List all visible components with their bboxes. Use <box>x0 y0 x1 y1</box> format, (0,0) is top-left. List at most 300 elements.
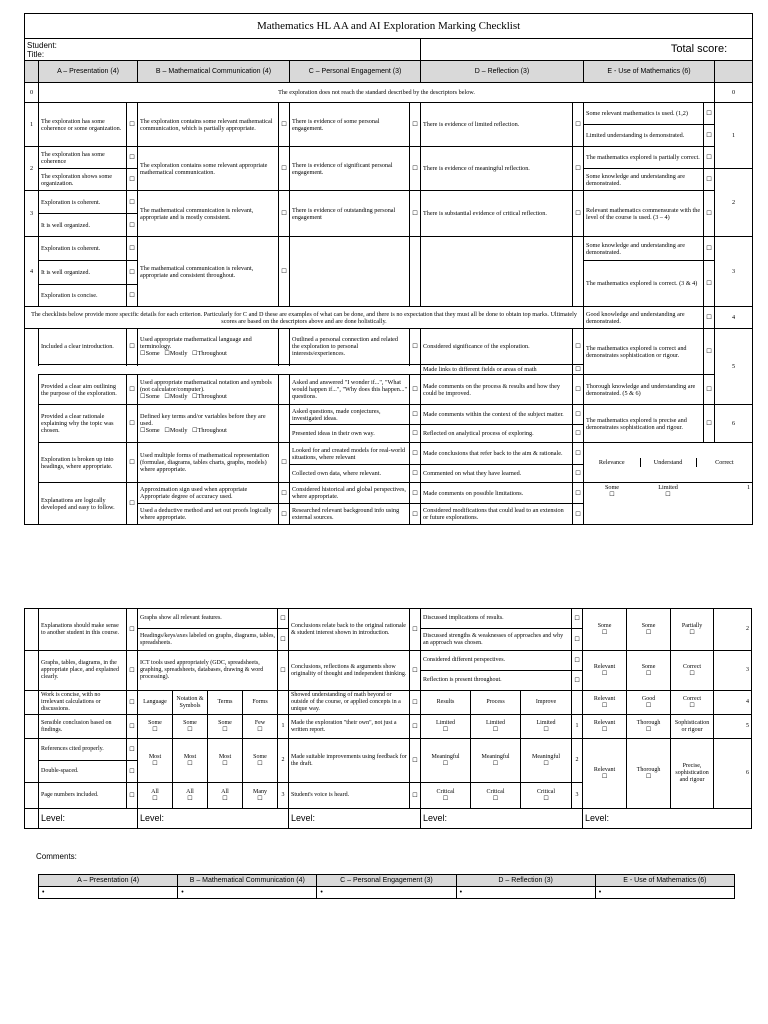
checkbox[interactable]: ☐ <box>192 350 198 357</box>
b-scale: All <box>186 788 194 795</box>
checkbox[interactable]: ☐ <box>127 147 138 169</box>
comments-cell-d[interactable]: • <box>456 887 595 899</box>
b-scale: All <box>221 788 229 795</box>
checkbox[interactable]: ☐ <box>543 726 549 733</box>
d-score: 1 <box>572 715 583 739</box>
comments-cell-c[interactable]: • <box>317 887 456 899</box>
e-scale: Relevant <box>593 695 616 702</box>
comments-cell-a[interactable]: • <box>39 887 178 899</box>
p2-c-item: Showed understanding of math beyond or outside of the course, or applied concepts in a unique way. <box>289 691 410 715</box>
criterion-e-header: E - Use of Mathematics (6) <box>584 61 715 83</box>
checkbox[interactable]: ☐ <box>492 726 499 733</box>
e-score: 5 <box>714 715 752 739</box>
comments-label: Comments: <box>36 852 77 861</box>
d-scale: Critical <box>537 788 556 795</box>
checkbox[interactable]: ☐ <box>279 191 290 237</box>
checkbox[interactable]: ☐ <box>127 739 138 761</box>
checklist-note: The checklists below provide more specific details for each criterion. Particularly for C and D these are examples of what can be done, and there is no expectation that they must all be done to obtain top marks. Ultimately scores are based on the descriptors above and are done holistically. <box>25 307 584 329</box>
checklist-a-item: Exploration is broken up into headings, where appropriate. <box>39 443 127 483</box>
checkbox[interactable]: ☐ <box>704 147 715 169</box>
descriptor-e2a: The mathematics explored is partially correct. <box>584 147 704 169</box>
checklist-d-item: Considered modifications that could lead to an extension or future explorations. <box>421 504 573 525</box>
checklist-c-item: Outlined a personal connection and related the exploration to personal interests/experiences. <box>290 329 410 365</box>
checkbox[interactable]: ☐ <box>278 651 289 691</box>
checkbox[interactable]: ☐ <box>572 651 583 671</box>
checkbox[interactable]: ☐ <box>187 795 193 802</box>
e-scale: Sophistication or rigour <box>671 715 714 739</box>
e-score: 4 <box>714 691 752 715</box>
title-label: Title: <box>27 49 45 59</box>
option-throughout: Throughout <box>197 393 227 400</box>
option-throughout: Throughout <box>197 350 227 357</box>
checkbox[interactable]: ☐ <box>127 761 138 783</box>
level-zero-text: The exploration does not reach the standard described by the descriptors below. <box>39 83 715 103</box>
checkbox[interactable]: ☐ <box>645 773 652 780</box>
checkbox[interactable]: ☐ <box>278 609 289 629</box>
checkbox[interactable]: ☐ <box>140 350 146 357</box>
checkbox[interactable]: ☐ <box>127 715 138 739</box>
descriptor-a3b: It is well organized. <box>39 214 127 237</box>
e-extra-r6: The mathematics explored is precise and demonstrates sophistication and rigour. <box>584 405 704 443</box>
checklist-b-item: Used appropriate mathematical language and terminology. <box>140 336 252 350</box>
descriptor-a4c: Exploration is concise. <box>39 285 127 307</box>
checklist-b-item: Used a deductive method and set out proofs logically where appropriate. <box>138 504 279 525</box>
descriptor-b2: The exploration contains some relevant appropriate mathematical communication. <box>138 147 279 191</box>
p2-a-item: Explanations should make sense to another student in this course. <box>39 609 127 651</box>
comments-header-c: C – Personal Engagement (3) <box>317 875 456 887</box>
marking-checklist-table-continued <box>24 608 752 829</box>
checkbox[interactable]: ☐ <box>704 103 715 125</box>
checkbox[interactable]: ☐ <box>573 191 584 237</box>
checkbox[interactable]: ☐ <box>573 483 584 504</box>
checkbox[interactable]: ☐ <box>192 393 198 400</box>
b-scale: Some <box>148 719 162 726</box>
b-scale-header: Language <box>138 691 173 715</box>
checklist-a-item: Provided a clear rationale explaining why the topic was chosen. <box>39 405 127 443</box>
checkbox[interactable]: ☐ <box>152 726 158 733</box>
checkbox[interactable]: ☐ <box>689 629 695 636</box>
checkbox[interactable]: ☐ <box>127 237 138 261</box>
checkbox[interactable]: ☐ <box>222 726 228 733</box>
checkbox[interactable]: ☐ <box>279 147 290 191</box>
level-number: 2 <box>25 147 39 191</box>
level-number: 5 <box>715 329 753 405</box>
e-scale: Relevant <box>593 766 616 773</box>
checkbox[interactable]: ☐ <box>704 329 715 375</box>
checkbox[interactable]: ☐ <box>573 443 584 465</box>
b-score: 2 <box>278 739 289 783</box>
d-scale: Limited <box>536 719 556 726</box>
checkbox[interactable]: ☐ <box>410 103 421 147</box>
checkbox[interactable]: ☐ <box>127 443 138 483</box>
e-scale: Some <box>597 622 612 629</box>
checkbox[interactable]: ☐ <box>410 443 421 465</box>
descriptor-e1a: Some relevant mathematics is used. (1,2) <box>584 103 704 125</box>
checklist-c-item: Collected own data, where relevant. <box>290 465 410 483</box>
checkbox[interactable]: ☐ <box>704 375 715 405</box>
b-scale: Most <box>218 753 232 760</box>
checklist-c-item: Asked questions, made conjectures, investigated ideas. <box>290 405 410 425</box>
checkbox[interactable]: ☐ <box>572 671 583 691</box>
e-scale: Relevant <box>593 663 616 670</box>
b-scale-header: Terms <box>208 691 243 715</box>
e-scale: Some <box>641 622 656 629</box>
d-scale-header: Results <box>421 691 471 715</box>
checklist-b-item: Used appropriate mathematical notation and symbols (not calculator/computer). <box>140 379 272 393</box>
option-some: Some <box>145 350 160 357</box>
d-scale: Critical <box>486 788 505 795</box>
b-scale: Most <box>183 753 197 760</box>
p2-c-item: Student's voice is heard. <box>289 783 410 809</box>
checkbox[interactable]: ☐ <box>601 726 608 733</box>
p2-c-item: Conclusions, reflections & arguments show originality of thought and independent thinking. <box>289 651 410 691</box>
descriptor-a1: The exploration has some coherence or some organization. <box>39 103 127 147</box>
criterion-d-header: D – Reflection (3) <box>421 61 584 83</box>
e-header-understand: Understand <box>640 458 696 467</box>
checklist-c-item: Presented ideas in their own way. <box>290 425 410 443</box>
p2-a-item: Sensible conclusion based on findings. <box>39 715 127 739</box>
checkbox[interactable]: ☐ <box>645 702 652 709</box>
e-score-one: 1 <box>747 484 751 491</box>
checkbox[interactable]: ☐ <box>152 795 158 802</box>
e-scale: Relevant <box>593 719 616 726</box>
checkbox[interactable]: ☐ <box>187 726 193 733</box>
checklist-d-item: Made links to different fields or areas of math <box>421 365 573 375</box>
p2-c-item: Made the exploration "their own", not just a written report. <box>289 715 410 739</box>
checklist-c-item: Asked and answered "I wonder if...", "What would happen if...", "Why does this happen..." questions. <box>290 375 410 405</box>
descriptor-b4: The mathematical communication is relevant, appropriate and consistent throughout. <box>138 237 279 307</box>
checkbox[interactable]: ☐ <box>704 191 715 237</box>
checkbox[interactable]: ☐ <box>127 261 138 285</box>
descriptor-b3: The mathematical communication is relevant, appropriate and is mostly consistent. <box>138 191 279 237</box>
option-mostly: Mostly <box>169 427 188 434</box>
comments-header-d: D – Reflection (3) <box>456 875 595 887</box>
checkbox[interactable]: ☐ <box>410 375 421 405</box>
checkbox[interactable]: ☐ <box>410 715 421 739</box>
criterion-b-header: B – Mathematical Communication (4) <box>138 61 290 83</box>
checkbox[interactable]: ☐ <box>127 691 138 715</box>
checkbox[interactable]: ☐ <box>601 629 608 636</box>
d-scale: Meaningful <box>481 753 510 760</box>
checkbox[interactable]: ☐ <box>410 651 421 691</box>
checklist-b-item: Approximation sign used when appropriate Appropriate degree of accuracy used. <box>138 483 279 504</box>
checkbox[interactable]: ☐ <box>442 760 449 767</box>
descriptor-c2: There is evidence of significant personal engagement. <box>290 147 410 191</box>
e-scale: Correct <box>683 695 702 702</box>
checkbox[interactable]: ☐ <box>645 629 652 636</box>
descriptor-d1: There is evidence of limited reflection. <box>421 103 573 147</box>
checklist-d-item: Made conclusions that refer back to the aim & rationale. <box>421 443 573 465</box>
checkbox[interactable]: ☐ <box>573 465 584 483</box>
descriptor-e3: Relevant mathematics commensurate with the level of the course is used. (3 – 4) <box>584 191 704 237</box>
level-c: Level: <box>289 809 421 829</box>
checkbox[interactable]: ☐ <box>279 504 290 525</box>
e-score: 2 <box>714 609 752 651</box>
comments-header-b: B – Mathematical Communication (4) <box>178 875 317 887</box>
e-scale: Some <box>641 663 656 670</box>
descriptor-b1: The exploration contains some relevant mathematical communication, which is partially appropriate. <box>138 103 279 147</box>
checkbox[interactable]: ☐ <box>279 443 290 483</box>
checkbox[interactable]: ☐ <box>127 375 138 405</box>
descriptor-a2a: The exploration has some coherence <box>39 147 127 169</box>
p2-c-item: Conclusions relate back to the original rationale & student interest shown in introduction. <box>289 609 410 651</box>
p2-d-item: Reflection is present throughout. <box>421 671 572 691</box>
e-some: Some <box>604 484 620 491</box>
checkbox[interactable]: ☐ <box>704 237 715 261</box>
checkbox[interactable]: ☐ <box>492 795 499 802</box>
p2-d-item: Considered different perspectives. <box>421 651 572 671</box>
checkbox[interactable]: ☐ <box>410 504 421 525</box>
checkbox[interactable]: ☐ <box>573 329 584 365</box>
e-header-relevance: Relevance <box>584 458 640 467</box>
b-scale-header: Forms <box>243 691 278 715</box>
checkbox[interactable]: ☐ <box>127 483 138 525</box>
checkbox[interactable]: ☐ <box>279 237 290 307</box>
option-some: Some <box>145 427 160 434</box>
p2-a-item: References cited properly. <box>39 739 127 761</box>
level-number: 6 <box>715 405 753 443</box>
checkbox[interactable]: ☐ <box>257 726 263 733</box>
p2-a-item: Double-spaced. <box>39 761 127 783</box>
descriptor-c1: There is evidence of some personal engagement. <box>290 103 410 147</box>
descriptor-a2b: The exploration shows some organization. <box>39 169 127 191</box>
d-scale: Limited <box>486 719 505 726</box>
checklist-d-item: Commented on what they have learned. <box>421 465 573 483</box>
checkbox[interactable]: ☐ <box>127 169 138 191</box>
checkbox[interactable]: ☐ <box>410 191 421 237</box>
d-scale: Meaningful <box>431 753 460 760</box>
checklist-c-item: Researched relevant background info using external sources. <box>290 504 410 525</box>
checkbox[interactable]: ☐ <box>257 760 263 767</box>
checkbox[interactable]: ☐ <box>573 504 584 525</box>
e-scale: Partially <box>681 622 703 629</box>
p2-d-item: Discussed strengths & weaknesses of approaches and why an approach was chosen. <box>421 629 572 651</box>
checkbox[interactable]: ☐ <box>704 261 715 307</box>
level-number: 4 <box>715 307 753 329</box>
level-number: 3 <box>715 237 753 307</box>
checkbox[interactable]: ☐ <box>127 609 138 651</box>
checkbox[interactable]: ☐ <box>572 629 583 651</box>
criterion-a-header: A – Presentation (4) <box>39 61 138 83</box>
descriptor-e4a: Some knowledge and understanding are demonstrated. <box>584 237 704 261</box>
checkbox[interactable]: ☐ <box>573 375 584 405</box>
e-extra-r4: Good knowledge and understanding are demonstrated. <box>584 307 704 329</box>
checkbox[interactable]: ☐ <box>442 795 449 802</box>
checkbox[interactable]: ☐ <box>164 427 170 434</box>
option-mostly: Mostly <box>169 350 188 357</box>
checkbox[interactable]: ☐ <box>187 760 193 767</box>
marking-checklist-table <box>24 13 753 525</box>
option-some: Some <box>145 393 160 400</box>
b-score: 3 <box>278 783 289 809</box>
descriptor-c3: There is evidence of outstanding personal engagement <box>290 191 410 237</box>
level-d: Level: <box>421 809 583 829</box>
checkbox[interactable]: ☐ <box>609 491 615 498</box>
descriptor-a4a: Exploration is coherent. <box>39 237 127 261</box>
checklist-d-item: Made comments on possible limitations. <box>421 483 573 504</box>
descriptor-d2: There is evidence of meaningful reflection. <box>421 147 573 191</box>
checkbox[interactable]: ☐ <box>152 760 158 767</box>
checkbox[interactable]: ☐ <box>492 760 499 767</box>
checkbox[interactable]: ☐ <box>689 702 695 709</box>
comments-table <box>38 874 735 899</box>
d-scale: Limited <box>436 719 455 726</box>
b-scale: Most <box>148 753 162 760</box>
page-title: Mathematics HL AA and AI Exploration Marking Checklist <box>25 14 753 39</box>
e-scale: Correct <box>683 663 702 670</box>
checkbox[interactable]: ☐ <box>410 691 421 715</box>
level-a: Level: <box>39 809 138 829</box>
checkbox[interactable]: ☐ <box>704 405 715 443</box>
descriptor-e1b: Limited understanding is demonstrated. <box>584 125 704 147</box>
b-scale: Many <box>253 788 267 795</box>
checkbox[interactable]: ☐ <box>704 307 715 329</box>
checkbox[interactable]: ☐ <box>410 609 421 651</box>
checkbox[interactable]: ☐ <box>410 147 421 191</box>
checkbox[interactable]: ☐ <box>573 103 584 147</box>
checkbox[interactable]: ☐ <box>601 773 608 780</box>
checklist-b-item: Used multiple forms of mathematical representation (formulae, diagrams, tables charts, graphs, models) where appropriate. <box>138 443 279 483</box>
checkbox[interactable]: ☐ <box>410 329 421 365</box>
checkbox[interactable]: ☐ <box>573 147 584 191</box>
checklist-d-item: Made comments within the context of the subject matter. <box>421 405 573 425</box>
e-scale: Precise, sophistication and rigour <box>671 739 714 809</box>
d-score: 3 <box>572 783 583 809</box>
checkbox[interactable]: ☐ <box>127 103 138 147</box>
checkbox[interactable]: ☐ <box>127 191 138 214</box>
checkbox[interactable]: ☐ <box>222 760 228 767</box>
d-scale: Critical <box>436 788 455 795</box>
e-scale: Thorough <box>636 766 661 773</box>
level-number: 1 <box>25 103 39 147</box>
checkbox[interactable]: ☐ <box>543 760 549 767</box>
checkbox[interactable]: ☐ <box>704 125 715 147</box>
checklist-a-item: Included a clear introduction. <box>39 329 127 365</box>
e-extra-r5a: The mathematics explored is correct and demonstrates sophistication or rigour. <box>584 329 704 375</box>
p2-b-item: Headings/keys/axes labeled on graphs, diagrams, tables, spreadsheets. <box>138 629 278 651</box>
checkbox[interactable]: ☐ <box>127 783 138 809</box>
checkbox[interactable]: ☐ <box>410 783 421 809</box>
b-scale: Some <box>253 753 267 760</box>
level-number: 0 <box>715 83 753 103</box>
e-scale: Thorough <box>636 719 661 726</box>
comments-header-a: A – Presentation (4) <box>39 875 178 887</box>
comments-cell-e[interactable]: • <box>595 887 734 899</box>
checkbox[interactable]: ☐ <box>704 169 715 191</box>
checklist-a-item: Explanations are logically developed and easy to follow. <box>39 483 127 525</box>
b-score: 1 <box>278 715 289 739</box>
comments-cell-b[interactable]: • <box>178 887 317 899</box>
checkbox[interactable]: ☐ <box>410 425 421 443</box>
b-scale: All <box>151 788 159 795</box>
level-e: Level: <box>583 809 752 829</box>
student-label: Student: <box>27 40 57 50</box>
checkbox[interactable]: ☐ <box>279 483 290 504</box>
checkbox[interactable]: ☐ <box>164 350 170 357</box>
checkbox[interactable]: ☐ <box>127 405 138 443</box>
checkbox[interactable]: ☐ <box>278 629 289 651</box>
checkbox[interactable]: ☐ <box>442 726 449 733</box>
criterion-c-header: C – Personal Engagement (3) <box>290 61 421 83</box>
checkbox[interactable]: ☐ <box>279 103 290 147</box>
descriptor-e4b: The mathematics explored is correct. (3 & 4) <box>584 261 704 307</box>
checkbox[interactable]: ☐ <box>601 670 608 677</box>
checkbox[interactable]: ☐ <box>140 393 146 400</box>
p2-b-item: ICT tools used appropriately (GDC, spreadsheets, graphing, spreadsheets, databases, drawing & word processing). <box>138 651 278 691</box>
descriptor-e2b: Some knowledge and understanding are demonstrated. <box>584 169 704 191</box>
checkbox[interactable]: ☐ <box>192 427 198 434</box>
e-score: 3 <box>714 651 752 691</box>
p2-d-item: Discussed implications of results. <box>421 609 572 629</box>
e-score: 6 <box>714 739 752 809</box>
checklist-d-item: Considered significance of the exploration. <box>421 329 573 365</box>
checkbox[interactable]: ☐ <box>573 405 584 425</box>
level-number: 2 <box>715 169 753 237</box>
checkbox[interactable]: ☐ <box>127 329 138 365</box>
checkbox[interactable]: ☐ <box>665 491 671 498</box>
p2-b-item: Graphs show all relevant features. <box>138 609 278 629</box>
p2-c-item: Made suitable improvements using feedback for the draft. <box>289 739 410 783</box>
checkbox[interactable]: ☐ <box>127 214 138 237</box>
checkbox[interactable]: ☐ <box>572 609 583 629</box>
checkbox[interactable]: ☐ <box>164 393 170 400</box>
level-number: 3 <box>25 191 39 237</box>
level-number: 4 <box>25 237 39 307</box>
checkbox[interactable]: ☐ <box>410 405 421 425</box>
checklist-d-item: Reflected on analytical process of exploring. <box>421 425 573 443</box>
checkbox[interactable]: ☐ <box>410 483 421 504</box>
checklist-c-item: Considered historical and global perspectives, where appropriate. <box>290 483 410 504</box>
checkbox[interactable]: ☐ <box>543 795 549 802</box>
checkbox[interactable]: ☐ <box>573 365 584 375</box>
checklist-d-item: Made comments on the process & results and how they could be improved. <box>421 375 573 405</box>
checkbox[interactable]: ☐ <box>601 702 608 709</box>
checkbox[interactable]: ☐ <box>127 285 138 307</box>
e-header-correct: Correct <box>715 459 734 466</box>
b-scale-header: Notation & Symbols <box>173 691 208 715</box>
checkbox[interactable]: ☐ <box>257 795 263 802</box>
option-throughout: Throughout <box>197 427 227 434</box>
b-scale: Some <box>183 719 197 726</box>
b-scale: Some <box>218 719 232 726</box>
checkbox[interactable]: ☐ <box>127 651 138 691</box>
checkbox[interactable]: ☐ <box>222 795 228 802</box>
comments-header-e: E - Use of Mathematics (6) <box>595 875 734 887</box>
option-mostly: Mostly <box>169 393 188 400</box>
e-limited: Limited <box>658 484 678 491</box>
checkbox[interactable]: ☐ <box>645 670 652 677</box>
b-scale: Few <box>254 719 266 726</box>
d-scale-header: Improve <box>521 691 572 715</box>
checkbox[interactable]: ☐ <box>689 670 695 677</box>
d-scale: Meaningful <box>532 753 561 760</box>
checklist-a-item: Provided a clear aim outlining the purpose of the exploration. <box>39 375 127 405</box>
descriptor-d3: There is substantial evidence of critical reflection. <box>421 191 573 237</box>
checkbox[interactable]: ☐ <box>573 425 584 443</box>
checkbox[interactable]: ☐ <box>645 726 652 733</box>
checklist-b-item: Defined key terms and/or variables before they are used. <box>140 413 266 427</box>
d-score: 2 <box>572 739 583 783</box>
e-scale: Good <box>641 695 656 702</box>
p2-a-item: Work is concise, with no irrelevant calculations or discussions. <box>39 691 127 715</box>
checkbox[interactable]: ☐ <box>410 739 421 783</box>
descriptor-a4b: It is well organized. <box>39 261 127 285</box>
level-b: Level: <box>138 809 289 829</box>
checkbox[interactable]: ☐ <box>410 465 421 483</box>
p2-a-item: Page numbers included. <box>39 783 127 809</box>
p2-a-item: Graphs, tables, diagrams, in the appropriate place, and explained clearly. <box>39 651 127 691</box>
checkbox[interactable]: ☐ <box>140 427 146 434</box>
